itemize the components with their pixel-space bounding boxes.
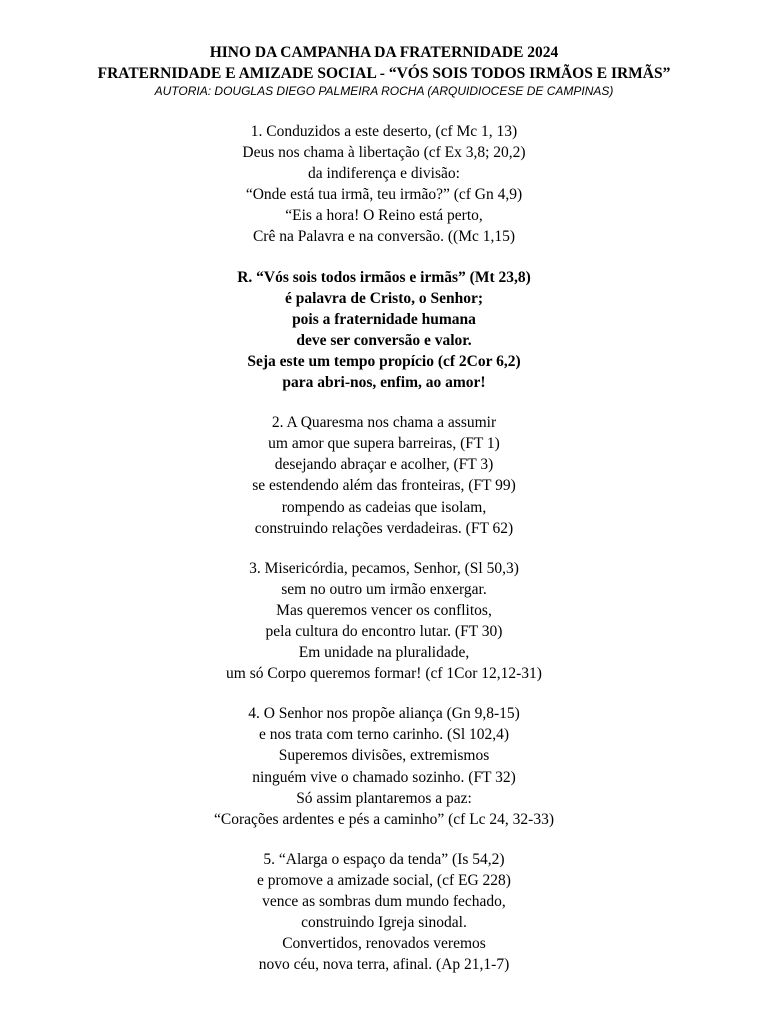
document-header [0,42,768,99]
refrain-line: para abri-nos, enfim, ao amor! [282,374,486,392]
stanza-5 [0,849,768,976]
stanza-line: Crê na Palavra e na conversão. ((Mc 1,15) [252,228,516,246]
stanza-line: Em unidade na pluralidade, [298,644,470,662]
refrain-line: Seja este um tempo propício (cf 2Cor 6,2) [247,352,521,370]
hymn-author: AUTORIA: DOUGLAS DIEGO PALMEIRA ROCHA (ARQUIDIOCESE DE CAMPINAS) [154,84,614,98]
stanza-line: um só Corpo queremos formar! (cf 1Cor 12,12-31) [226,665,542,683]
stanza-2 [0,412,768,539]
stanza-3 [0,558,768,685]
stanza-line: e nos trata com terno carinho. (Sl 102,4) [258,726,510,744]
stanza-line: e promove a amizade social, (cf EG 228) [257,871,511,889]
stanza-line: Superemos divisões, extremismos [278,747,490,765]
stanza-line: 4. O Senhor nos propõe aliança (Gn 9,8-15) [248,705,520,723]
stanza-4 [0,703,768,830]
stanza-line: vence as sombras dum mundo fechado, [262,893,506,910]
refrain-line: pois a fraternidade humana [292,310,476,328]
stanza-line: Só assim plantaremos a paz: [296,789,472,807]
refrain-line: deve ser conversão e valor. [296,331,472,349]
refrain-line: R. “Vós sois todos irmãos e irmãs” (Mt 23,8) [237,268,531,286]
stanza-line: novo céu, nova terra, afinal. (Ap 21,1-7) [258,956,510,974]
hymn-subtitle: FRATERNIDADE E AMIZADE SOCIAL - “VÓS SOIS TODOS IRMÃOS E IRMÃS” [97,65,671,82]
stanza-1 [0,121,768,248]
stanza-line: “Corações ardentes e pés a caminho” (cf Lc 24, 32-33) [214,810,554,828]
stanza-line: 2. A Quaresma nos chama a assumir [271,414,497,432]
stanza-line: “Eis a hora! O Reino está perto, [285,207,483,225]
stanza-line: Convertidos, renovados veremos [282,935,486,953]
stanza-line: construindo relações verdadeiras. (FT 62) [254,519,514,537]
stanza-line: Mas queremos vencer os conflitos, [276,601,492,619]
stanza-line: sem no outro um irmão enxergar. [281,580,487,598]
stanza-line: 3. Misericórdia, pecamos, Senhor, (Sl 50,3) [249,559,519,577]
stanza-line: 1. Conduzidos a este deserto, (cf Mc 1, 13) [250,123,518,140]
stanza-line: um amor que supera barreiras, (FT 1) [268,435,500,453]
stanza-line: pela cultura do encontro lutar. (FT 30) [265,622,503,640]
stanza-line: construindo Igreja sinodal. [301,914,467,932]
stanza-line: da indiferença e divisão: [308,165,460,183]
refrain-line: é palavra de Cristo, o Senhor; [284,289,484,307]
stanza-line: 5. “Alarga o espaço da tenda” (Is 54,2) [263,850,505,868]
stanza-line: rompendo as cadeias que isolam, [281,498,487,516]
stanza-line: se estendendo além das fronteiras, (FT 99) [252,477,516,495]
stanza-line: Deus nos chama à libertação (cf Ex 3,8; 20,2) [242,144,526,162]
stanza-line: “Onde está tua irmã, teu irmão?” (cf Gn 4,9) [245,186,523,204]
hymn-title: HINO DA CAMPANHA DA FRATERNIDADE 2024 [209,44,559,61]
stanza-line: desejando abraçar e acolher, (FT 3) [274,456,494,474]
stanza-line: ninguém vive o chamado sozinho. (FT 32) [252,768,516,786]
refrain [0,267,768,394]
